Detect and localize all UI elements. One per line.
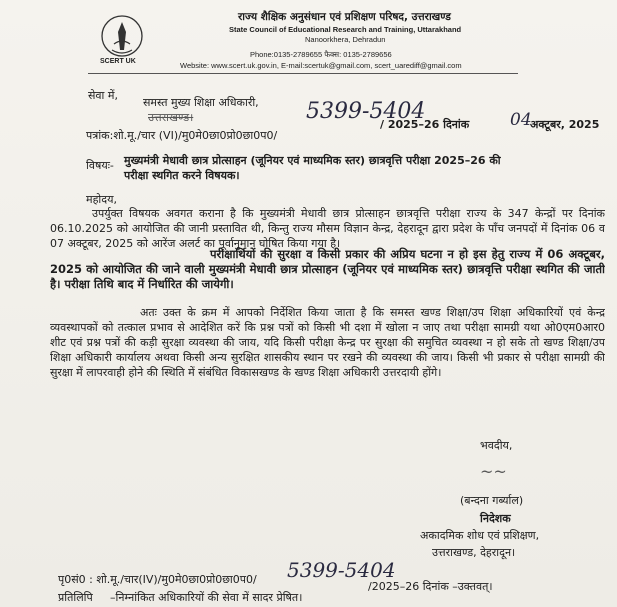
copy-text: –निम्नांकित अधिकारियों की सेवा में सादर प्रेषित। [110, 591, 303, 604]
copy-label: प्रतिलिपि [58, 591, 93, 604]
signatory-place: उत्तराखण्ड, देहरादून। [432, 546, 516, 559]
signature-mark: ~~ [480, 462, 507, 481]
org-name-hindi: राज्य शैक्षिक अनुसंधान एवं प्रशिक्षण परिषद, उत्तराखण्ड [238, 11, 451, 23]
sewa-me: सेवा में, [88, 89, 118, 102]
reference-2-prefix: पृ0सं0 : शो.मू./चार(IV)/मु0मे0छा0प्रो0छा0प0/ [58, 573, 257, 586]
org-website-email: Website: www.scert.uk.gov.in, E-mail:scertuk@gmail.com, scert_uarediff@gmail.com [180, 61, 462, 70]
signatory-title: निदेशक [480, 512, 511, 525]
reference-handwritten-number: 5399-5404 [306, 99, 426, 124]
paragraph-1-bold: परीक्षार्थियों की सुरक्षा व किसी प्रकार की अप्रिय घटना न हो इस हेतु राज्य में 06 अक्टूबर, 2025 को आयोजित की जाने वाली मुख्यमंत्री मेधावी छात्र प्रोत्साहन (जूनियर एवं माध्यमिक स्तर) छात्रवृत्ति परीक्षा स्थगित की जाती है। परीक्षा तिथि बाद में निर्धारित की जायेगी। [50, 247, 605, 291]
org-name-english: State Council of Educational Research and Training, Uttarakhand [229, 25, 462, 34]
reference-2-handwritten-number: 5399-5404 [287, 558, 396, 582]
reference-2-suffix: /2025–26 दिनांक –उक्तवत्। [368, 580, 493, 593]
reference-prefix: पत्रांक:शो.मू./चार (VI)/मु0मे0छा0प्रो0छा0प0/ [86, 129, 278, 142]
reference-suffix: / 2025–26 दिनांक [380, 118, 470, 131]
paragraph-1: उपर्युक्त विषयक अवगत कराना है कि मुख्यमंत्री मेधावी छात्र प्रोत्साहन छात्रवृत्ति परीक्षा राज्य के 347 केन्द्रों पर दिनांक 06.10.2025 को आयोजित की जानी प्रस्तावित थी, किन्तु राज्य मौसम विज्ञान केन्द्र, देहरादून द्वारा प्रदेश के पाँच जनपदों में दिनांक 06 व 07 अक्टूबर, 2025 को आरेंज अलर्ट का पूर्वानुमान घोषित किया गया है। [50, 207, 605, 250]
signatory-name: (बन्दना गर्ब्याल) [460, 494, 524, 507]
recipient-line-2: उत्तराखण्ड। [148, 111, 194, 124]
header-divider [88, 73, 518, 74]
org-phone: Phone:0135-2789655 फैक्स: 0135-2789656 [250, 50, 392, 59]
signatory-org: अकादमिक शोध एवं प्रशिक्षण, [420, 529, 540, 542]
salutation: महोदय, [86, 193, 117, 206]
date-suffix: अक्टूबर, 2025 [530, 118, 600, 131]
paragraph-2: अतः उक्त के क्रम में आपको निर्देशित किया जाता है कि समस्त खण्ड शिक्षा/उप शिक्षा अधिकारियों एवं केन्द्र व्यवस्थापकों को तत्काल प्रभाव से आदेशित करें कि प्रश्न पत्रों को किसी भी दशा में खोला न जाए तथा परीक्षा सामग्री यथा ओ0एम0आर0 शीट एवं प्रश्न पत्रों की कड़ी सुरक्षा व्यवस्था की जाय, यदि किसी परीक्षा केन्द्र पर सुरक्षा की समुचित व्यवस्था न हो सके तो खण्ड शिक्षा/उप शिक्षा अधिकारी कार्यालय अथवा किसी अन्य सुरक्षित शासकीय स्थान पर रखने की व्यवस्था की जाय। किसी भी प्रकार से परीक्षा सामग्री की सुरक्षा में लापरवाही होने की स्थिति में संबंधित विकासखण्ड के खण्ड शिक्षा अधिकारी उत्तरदायी होंगे। [50, 306, 605, 379]
date-handwritten: 04 [510, 110, 532, 130]
org-place: Nanoorkhera, Dehradun [305, 35, 386, 44]
scert-logo [96, 10, 148, 72]
recipient-line-1: समस्त मुख्य शिक्षा अधिकारी, [143, 96, 259, 109]
closing: भवदीय, [480, 439, 513, 452]
subject-line-1: मुख्यमंत्री मेधावी छात्र प्रोत्साहन (जूनियर एवं माध्यमिक स्तर) छात्रवृत्ति परीक्षा 2025–26 की [124, 154, 501, 167]
subject-label: विषयः- [86, 159, 114, 172]
logo-caption: SCERT UK [100, 58, 136, 65]
subject-line-2: परीक्षा स्थगित करने विषयक। [124, 169, 240, 182]
